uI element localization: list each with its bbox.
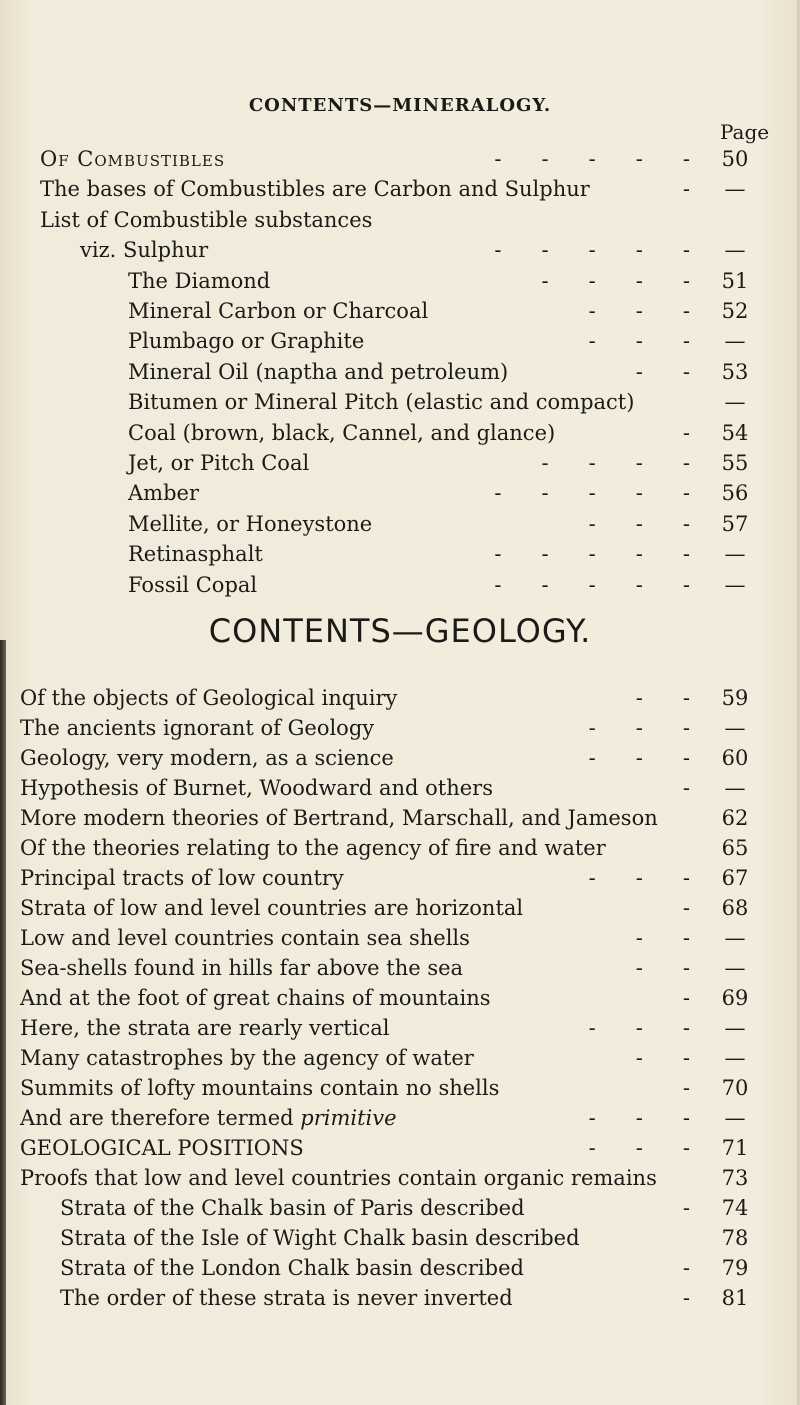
toc-entry <box>0 387 800 417</box>
toc-entry-title <box>128 570 257 600</box>
toc-page-number: — <box>724 1046 746 1070</box>
toc-entry-title <box>20 1163 657 1193</box>
toc-entry-text: List of Combustible substances <box>40 207 373 232</box>
toc-entry-text: Bitumen or Mineral Pitch (elastic and compact) <box>128 390 635 415</box>
toc-entry-title <box>80 235 208 265</box>
toc-page-number: 68 <box>721 896 749 920</box>
toc-entry <box>0 923 800 953</box>
toc-entry <box>0 1103 800 1133</box>
toc-page-number: 53 <box>721 359 749 384</box>
toc-entry-text: More modern theories of Bertrand, Marschall, and Jameson <box>20 806 658 830</box>
toc-page-number: 69 <box>721 986 749 1010</box>
toc-entry-text: Of the objects of Geological inquiry <box>20 686 398 710</box>
toc-page-number: 71 <box>721 1136 749 1160</box>
toc-entry-title <box>60 1253 524 1283</box>
toc-entry-title <box>20 683 397 713</box>
toc-entry <box>0 448 800 478</box>
toc-page-number: — <box>724 1106 746 1130</box>
toc-entry-title <box>60 1283 513 1313</box>
toc-entry-title <box>20 1073 499 1103</box>
toc-leader-dashes: - <box>682 1196 690 1220</box>
toc-page-number: 60 <box>721 746 749 770</box>
toc-entry <box>0 144 800 174</box>
toc-entry <box>0 1253 800 1283</box>
toc-entry-title <box>128 266 270 296</box>
toc-entry <box>0 326 800 356</box>
toc-entry-text: Mineral Oil (naptha and petroleum) <box>128 359 509 384</box>
toc-leader-dashes: - - - - <box>541 268 690 293</box>
toc-entry <box>0 205 800 235</box>
toc-page-number: 50 <box>721 147 749 171</box>
toc-page-number: 67 <box>721 866 749 890</box>
toc-entry <box>0 713 800 743</box>
toc-leader-dashes: - - - - - <box>494 572 690 597</box>
toc-page-number: 55 <box>721 451 749 475</box>
toc-entry <box>0 418 800 448</box>
toc-leader-dashes: - <box>682 986 690 1010</box>
toc-leader-dashes: - - - <box>588 299 690 323</box>
toc-entry-title <box>20 983 491 1013</box>
toc-leader-dashes: - <box>682 1286 690 1310</box>
toc-entry-text: Of the theories relating to the agency of fire and water <box>20 836 606 860</box>
toc-entry-title <box>20 863 344 893</box>
toc-page-number: — <box>724 776 746 800</box>
toc-entry-text: Of Combustibles <box>40 147 226 171</box>
toc-entry <box>0 1223 800 1253</box>
toc-entry-title <box>128 326 364 356</box>
toc-leader-dashes: - <box>682 776 690 800</box>
toc-entry-text: Many catastrophes by the agency of water <box>20 1046 474 1070</box>
toc-entry-text: Strata of the Isle of Wight Chalk basin described <box>60 1226 580 1250</box>
toc-entry <box>0 983 800 1013</box>
toc-entry <box>0 357 800 387</box>
toc-entry <box>0 539 800 569</box>
toc-leader-dashes: - - - <box>588 746 690 770</box>
toc-entry-title <box>60 1193 525 1223</box>
toc-entry-text: Strata of the London Chalk basin described <box>60 1256 524 1280</box>
toc-entry-text: The Diamond <box>128 268 271 293</box>
toc-leader-dashes: - - - - - <box>494 542 690 567</box>
toc-page-number: — <box>724 238 746 263</box>
toc-leader-dashes: - - - <box>588 1106 690 1130</box>
toc-page-number: — <box>724 329 746 354</box>
geology-section-title: CONTENTS—GEOLOGY. <box>208 612 592 650</box>
toc-entry-text: viz. Sulphur <box>80 238 209 263</box>
toc-entry-text: The order of these strata is never inverted <box>60 1286 513 1310</box>
toc-page-number: 74 <box>721 1196 749 1220</box>
toc-entry <box>0 1013 800 1043</box>
toc-entry-title <box>20 923 470 953</box>
toc-entry-title <box>128 387 634 417</box>
toc-leader-dashes: - <box>682 896 690 920</box>
toc-entry-text: Mellite, or Honeystone <box>128 511 373 536</box>
toc-entry-title <box>20 1043 474 1073</box>
toc-entry <box>0 1283 800 1313</box>
toc-entry-title <box>40 144 225 174</box>
toc-entry <box>0 296 800 326</box>
toc-leader-dashes: - - - <box>588 1136 690 1160</box>
toc-entry-title <box>20 773 493 803</box>
toc-entry-title <box>20 803 658 833</box>
toc-page-number: 57 <box>721 511 749 536</box>
toc-entry-title <box>128 296 428 326</box>
toc-entry-title <box>20 893 523 923</box>
toc-leader-dashes: - - <box>635 359 690 384</box>
toc-entry <box>0 235 800 265</box>
toc-entry-title <box>128 418 555 448</box>
toc-entry-text: Principal tracts of low country <box>20 866 344 890</box>
toc-entry <box>0 1163 800 1193</box>
toc-entry-title <box>128 448 309 478</box>
toc-page-number: — <box>724 542 746 567</box>
toc-entry-text: And are therefore termed <box>20 1106 294 1130</box>
toc-entry-text: Here, the strata are rearly vertical <box>20 1016 390 1040</box>
toc-entry-text: Mineral Carbon or Charcoal <box>128 299 429 323</box>
toc-entry-text: The ancients ignorant of Geology <box>20 716 375 740</box>
toc-entry-title <box>20 833 606 863</box>
toc-entry-text: Hypothesis of Burnet, Woodward and others <box>20 776 493 800</box>
toc-entry-text: GEOLOGICAL POSITIONS <box>20 1136 304 1160</box>
toc-leader-dashes: - - - <box>588 866 690 890</box>
toc-entry-italic: primitive <box>300 1106 397 1130</box>
page-column-label: Page <box>720 120 770 144</box>
toc-entry-title <box>40 205 372 235</box>
toc-page-number: 70 <box>721 1076 749 1100</box>
toc-entry-text: Amber <box>128 481 199 506</box>
toc-page-number: 54 <box>721 420 749 445</box>
toc-entry <box>0 683 800 713</box>
toc-entry <box>0 743 800 773</box>
toc-entry-title <box>40 174 590 204</box>
toc-page-number: — <box>724 177 746 202</box>
toc-entry-text: Sea-shells found in hills far above the sea <box>20 956 464 980</box>
toc-entry-text: Proofs that low and level countries contain organic remains <box>20 1166 657 1190</box>
toc-leader-dashes: - <box>682 420 690 445</box>
toc-leader-dashes: - - - - - <box>494 147 690 171</box>
toc-leader-dashes: - - - <box>588 716 690 740</box>
toc-leader-dashes: - - - <box>588 329 690 354</box>
running-head: CONTENTS—MINERALOGY. <box>248 95 552 116</box>
toc-entry <box>0 570 800 600</box>
toc-leader-dashes: - - <box>635 1046 690 1070</box>
toc-entry-title <box>20 1103 397 1133</box>
toc-entry-text: Geology, very modern, as a science <box>20 746 394 770</box>
toc-entry-title <box>128 509 372 539</box>
toc-entry-title <box>60 1223 580 1253</box>
toc-entry <box>0 1073 800 1103</box>
toc-entry-title <box>20 743 394 773</box>
toc-leader-dashes: - - <box>635 956 690 980</box>
toc-entry <box>0 1133 800 1163</box>
toc-entry <box>0 863 800 893</box>
toc-entry-text: Jet, or Pitch Coal <box>128 451 310 475</box>
toc-entry-text: And at the foot of great chains of mountains <box>20 986 491 1010</box>
toc-entry <box>0 1193 800 1223</box>
toc-entry-text: Retinasphalt <box>128 542 263 567</box>
toc-page-number: 51 <box>721 268 749 293</box>
toc-entry <box>0 773 800 803</box>
toc-entry <box>0 478 800 508</box>
toc-entry-title <box>20 1133 304 1163</box>
toc-page-number: 81 <box>721 1286 749 1310</box>
toc-entry <box>0 1043 800 1073</box>
toc-entry <box>0 266 800 296</box>
toc-leader-dashes: - <box>682 1256 690 1280</box>
toc-leader-dashes: - - - - - <box>494 481 690 506</box>
toc-page-number: — <box>724 572 746 597</box>
toc-leader-dashes: - - - <box>588 1016 690 1040</box>
toc-page-number: — <box>724 716 746 740</box>
toc-entry-text: Strata of low and level countries are horizontal <box>20 896 524 920</box>
toc-leader-dashes: - - - - - <box>494 238 690 263</box>
toc-entry <box>0 174 800 204</box>
toc-page-number: 65 <box>721 836 749 860</box>
toc-page-number: — <box>724 926 746 950</box>
toc-page-number: — <box>724 390 746 415</box>
toc-entry <box>0 803 800 833</box>
toc-leader-dashes: - - <box>635 926 690 950</box>
toc-entry <box>0 953 800 983</box>
toc-page-number: 79 <box>721 1256 749 1280</box>
toc-page-number: 59 <box>721 686 749 710</box>
toc-entry-text: Plumbago or Graphite <box>128 329 365 354</box>
toc-entry <box>0 833 800 863</box>
toc-leader-dashes: - <box>682 1076 690 1100</box>
toc-entry-text: Fossil Copal <box>128 572 258 597</box>
toc-page-number: 78 <box>721 1226 749 1250</box>
toc-page-number: 73 <box>721 1166 749 1190</box>
toc-leader-dashes: - - - - <box>541 451 690 475</box>
toc-page-number: 56 <box>721 481 749 506</box>
toc-entry <box>0 893 800 923</box>
toc-entry-text: The bases of Combustibles are Carbon and Sulphur <box>40 177 590 202</box>
toc-entry-title <box>128 357 508 387</box>
toc-entry-title <box>20 1013 389 1043</box>
toc-entry-text: Coal (brown, black, Cannel, and glance) <box>128 420 556 445</box>
toc-entry-text: Strata of the Chalk basin of Paris described <box>60 1196 525 1220</box>
toc-page-number: 62 <box>721 806 749 830</box>
toc-page-number: 52 <box>721 299 749 323</box>
toc-entry <box>0 509 800 539</box>
toc-page-number: — <box>724 956 746 980</box>
toc-entry-text: Summits of lofty mountains contain no shells <box>20 1076 500 1100</box>
toc-entry-text: Low and level countries contain sea shells <box>20 926 470 950</box>
toc-leader-dashes: - - <box>635 686 690 710</box>
toc-leader-dashes: - - - <box>588 511 690 536</box>
toc-page-number: — <box>724 1016 746 1040</box>
toc-entry-title <box>20 713 374 743</box>
toc-entry-title <box>20 953 463 983</box>
toc-entry-title <box>128 539 263 569</box>
toc-leader-dashes: - <box>682 177 690 202</box>
toc-entry-title <box>128 478 199 508</box>
